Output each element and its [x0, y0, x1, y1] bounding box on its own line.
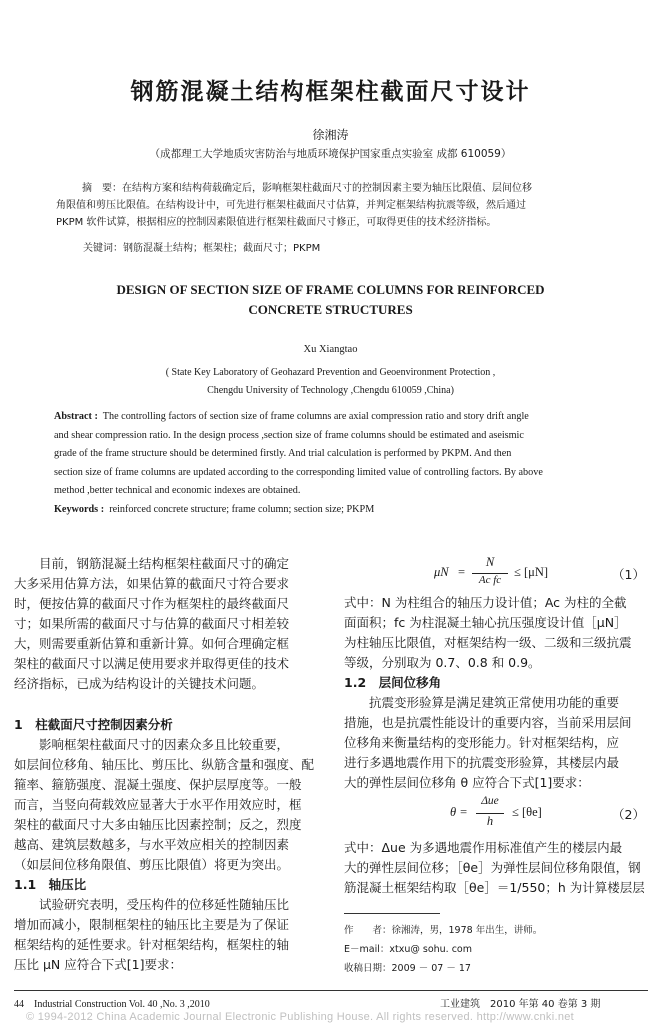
- eq2-relation: ≤ [θe]: [512, 805, 542, 819]
- footer-left: 44 Industrial Construction Vol. 40 ,No. 3 ,2010: [14, 999, 210, 1010]
- title-en-line: DESIGN OF SECTION SIZE OF FRAME COLUMNS FOR REINFORCED: [116, 282, 545, 297]
- eq1-denominator: Ac fc: [478, 574, 502, 586]
- keywords-cn: [83, 239, 320, 254]
- abstract-cn-label: 摘 要：: [82, 183, 122, 194]
- affiliation-en: [0, 364, 661, 400]
- paragraph-line: 架柱的截面尺寸以满足使用要求并取得更佳的技术: [14, 656, 290, 671]
- paragraph-line: 箍率、箍筋强度、混凝土强度、保护层厚度等。一般: [14, 777, 302, 792]
- subsection-heading: 1.2 层间位移角: [344, 675, 442, 690]
- author-name: 徐湘涛: [312, 128, 349, 142]
- paragraph-line: 式中：Δue 为多遇地震作用标准值产生的楼层内最: [344, 840, 623, 855]
- paper-title: 钢筋混凝土结构框架柱截面尺寸设计: [130, 79, 531, 105]
- keywords-en-text: reinforced concrete structure; frame column; section size; PKPM: [109, 503, 375, 515]
- paragraph-line: 抗震变形验算是满足建筑正常使用功能的重要: [369, 695, 620, 710]
- footnote-email: E－mail：xtxu@ sohu. com: [344, 944, 472, 955]
- paragraph-line: 越高、建筑层数越多，与水平效应相关的控制因素: [14, 837, 290, 852]
- paragraph-line: 经济指标，已成为结构设计的关键技术问题。: [14, 676, 265, 691]
- affiliation-en-line: ( State Key Laboratory of Geohazard Prevention and Geoenvironment Protection ,: [165, 367, 496, 378]
- eq1-relation: ≤ [μN]: [514, 565, 549, 579]
- paragraph-line: 筋混凝土框架结构取［θe］＝1/550；h 为计算楼层层: [344, 880, 645, 895]
- footnotes: [344, 921, 644, 978]
- eq2-denominator: h: [486, 814, 494, 828]
- paragraph-line: 等级，分别取为 0.7、0.8 和 0.9。: [344, 655, 541, 670]
- paragraph-line: 增加而减小，限制框架柱的轴压比主要是为了保证: [14, 917, 290, 932]
- title-en-line: CONCRETE STRUCTURES: [248, 302, 413, 317]
- paragraph-line: 架柱的截面尺寸大多由轴压比因素控制；反之，烈度: [14, 817, 302, 832]
- paragraph-line: 为柱轴压比限值，对框架结构一级、二级和三级抗震: [344, 635, 632, 650]
- abstract-en: [54, 408, 611, 519]
- paragraph-line: 寸；如果所需的截面尺寸与估算的截面尺寸相差较: [14, 616, 290, 631]
- right-column-part1: [344, 593, 648, 793]
- paragraph-line: 大的弹性层间位移；［θe］为弹性层间位移角限值，钢: [344, 860, 641, 875]
- paragraph-line: 如层间位移角、轴压比、剪压比、纵筋含量和强度、配: [14, 757, 315, 772]
- equation-1-number: （1）: [612, 567, 645, 582]
- abstract-en-label: Abstract :: [54, 411, 98, 422]
- paragraph-line: 框架结构的延性要求。针对框架结构，框架柱的轴: [14, 937, 290, 952]
- paragraph-line: 进行多遇地震作用下的抗震变形验算，其楼层内最: [344, 755, 620, 770]
- paragraph-line: 而言，当竖向荷载效应显著大于水平作用效应时，框: [14, 797, 302, 812]
- footer-rule: [14, 990, 648, 991]
- subsection-heading: 1.1 轴压比: [14, 877, 87, 892]
- paragraph-line: 面面积；fc 为柱混凝土轴心抗压强度设计值［μN］: [344, 615, 627, 630]
- eq1-lhs: μN: [434, 565, 449, 579]
- eq2-lhs: θ =: [450, 805, 468, 819]
- left-column: [14, 554, 316, 975]
- abstract-en-line: and shear compression ratio. In the design process ,section size of frame columns should be estimated and aseismic: [54, 429, 524, 441]
- equation-1: μN = N Ac fc ≤ [μN]: [434, 555, 549, 586]
- paragraph-line: 目前，钢筋混凝土结构框架柱截面尺寸的确定: [39, 556, 290, 571]
- abstract-en-line: grade of the frame structure should be determined firstly. And trial calculation is performed by PKPM. And then: [54, 448, 512, 459]
- eq2-numerator: Δue: [481, 795, 499, 807]
- paragraph-line: 影响框架柱截面尺寸的因素众多且比较重要，: [39, 737, 290, 752]
- equation-2-number: （2）: [612, 807, 645, 822]
- author-name-en: Xu Xiangtao: [303, 344, 358, 355]
- keywords-en-label: Keywords :: [54, 503, 105, 515]
- abstract-cn-line: 角限值和剪压比限值。在结构设计中，可先进行框架柱截面尺寸估算，并判定框架结构抗震等级，然后通过: [56, 200, 526, 211]
- paragraph-line: 式中：N 为柱组合的轴压力设计值；Ac 为柱的全截: [344, 595, 627, 610]
- footnote-author: 作 者：徐湘涛，男，1978 年出生，讲师。: [344, 925, 543, 936]
- paragraph-line: 试验研究表明，受压构件的位移延性随轴压比: [39, 897, 290, 912]
- abstract-cn: [56, 180, 616, 231]
- right-column-part2: [344, 838, 648, 898]
- keywords-cn-text: 钢筋混凝土结构；框架柱；截面尺寸；PKPM: [123, 243, 321, 254]
- equation-2: [450, 796, 580, 832]
- eq1-numerator: N: [485, 555, 495, 569]
- paragraph-line: （如层间位移角限值、剪压比限值）将更为突出。: [14, 857, 290, 872]
- paper-title-en: [0, 280, 661, 320]
- affiliation: （成都理工大学地质灾害防治与地质环境保护国家重点实验室 成都 610059）: [149, 148, 512, 160]
- paragraph-line: 大，则需要重新估算和重新计算。如何合理确定框: [14, 636, 290, 651]
- footnote-received: 收稿日期：2009 － 07 － 17: [344, 963, 471, 974]
- footnote-rule: [344, 913, 440, 914]
- keywords-cn-label: 关键词：: [83, 243, 123, 254]
- paragraph-line: 大多采用估算方法，如果估算的截面尺寸符合要求: [14, 576, 290, 591]
- abstract-cn-line: 在结构方案和结构荷载确定后，影响框架柱截面尺寸的控制因素主要为轴压比限值、层间位移: [122, 183, 532, 194]
- paragraph-line: 时，便按估算的截面尺寸作为框架柱的最终截面尺: [14, 596, 290, 611]
- abstract-en-line: section size of frame columns are updated according to the corresponding limited value of controlling factors. By above: [54, 466, 543, 478]
- paragraph-line: 措施，也是抗震性能设计的重要内容，当前采用层间: [344, 715, 632, 730]
- paragraph-line: 位移角来衡量结构的变形能力。针对框架结构，应: [344, 735, 620, 750]
- paragraph-line: 大的弹性层间位移角 θ 应符合下式[1]要求：: [344, 775, 590, 790]
- abstract-en-line: method ,better technical and economic indexes are obtained.: [54, 485, 301, 496]
- footer-right: 工业建筑 2010 年第 40 卷第 3 期: [440, 999, 601, 1010]
- abstract-cn-line: PKPM 软件试算，根据相应的控制因素限值进行框架柱截面尺寸修正，可取得更佳的技术经济指标。: [56, 217, 497, 228]
- affiliation-en-line: Chengdu University of Technology ,Chengdu 610059 ,China): [207, 385, 454, 396]
- paragraph-line: 压比 μN 应符合下式[1]要求：: [14, 957, 182, 972]
- section-heading: 1 柱截面尺寸控制因素分析: [14, 717, 173, 732]
- abstract-en-line: The controlling factors of section size of frame columns are axial compression ratio and story drift angle: [102, 411, 529, 422]
- watermark: © 1994-2012 China Academic Journal Electronic Publishing House. All rights reserved. http://www.cnki.net: [26, 1011, 575, 1023]
